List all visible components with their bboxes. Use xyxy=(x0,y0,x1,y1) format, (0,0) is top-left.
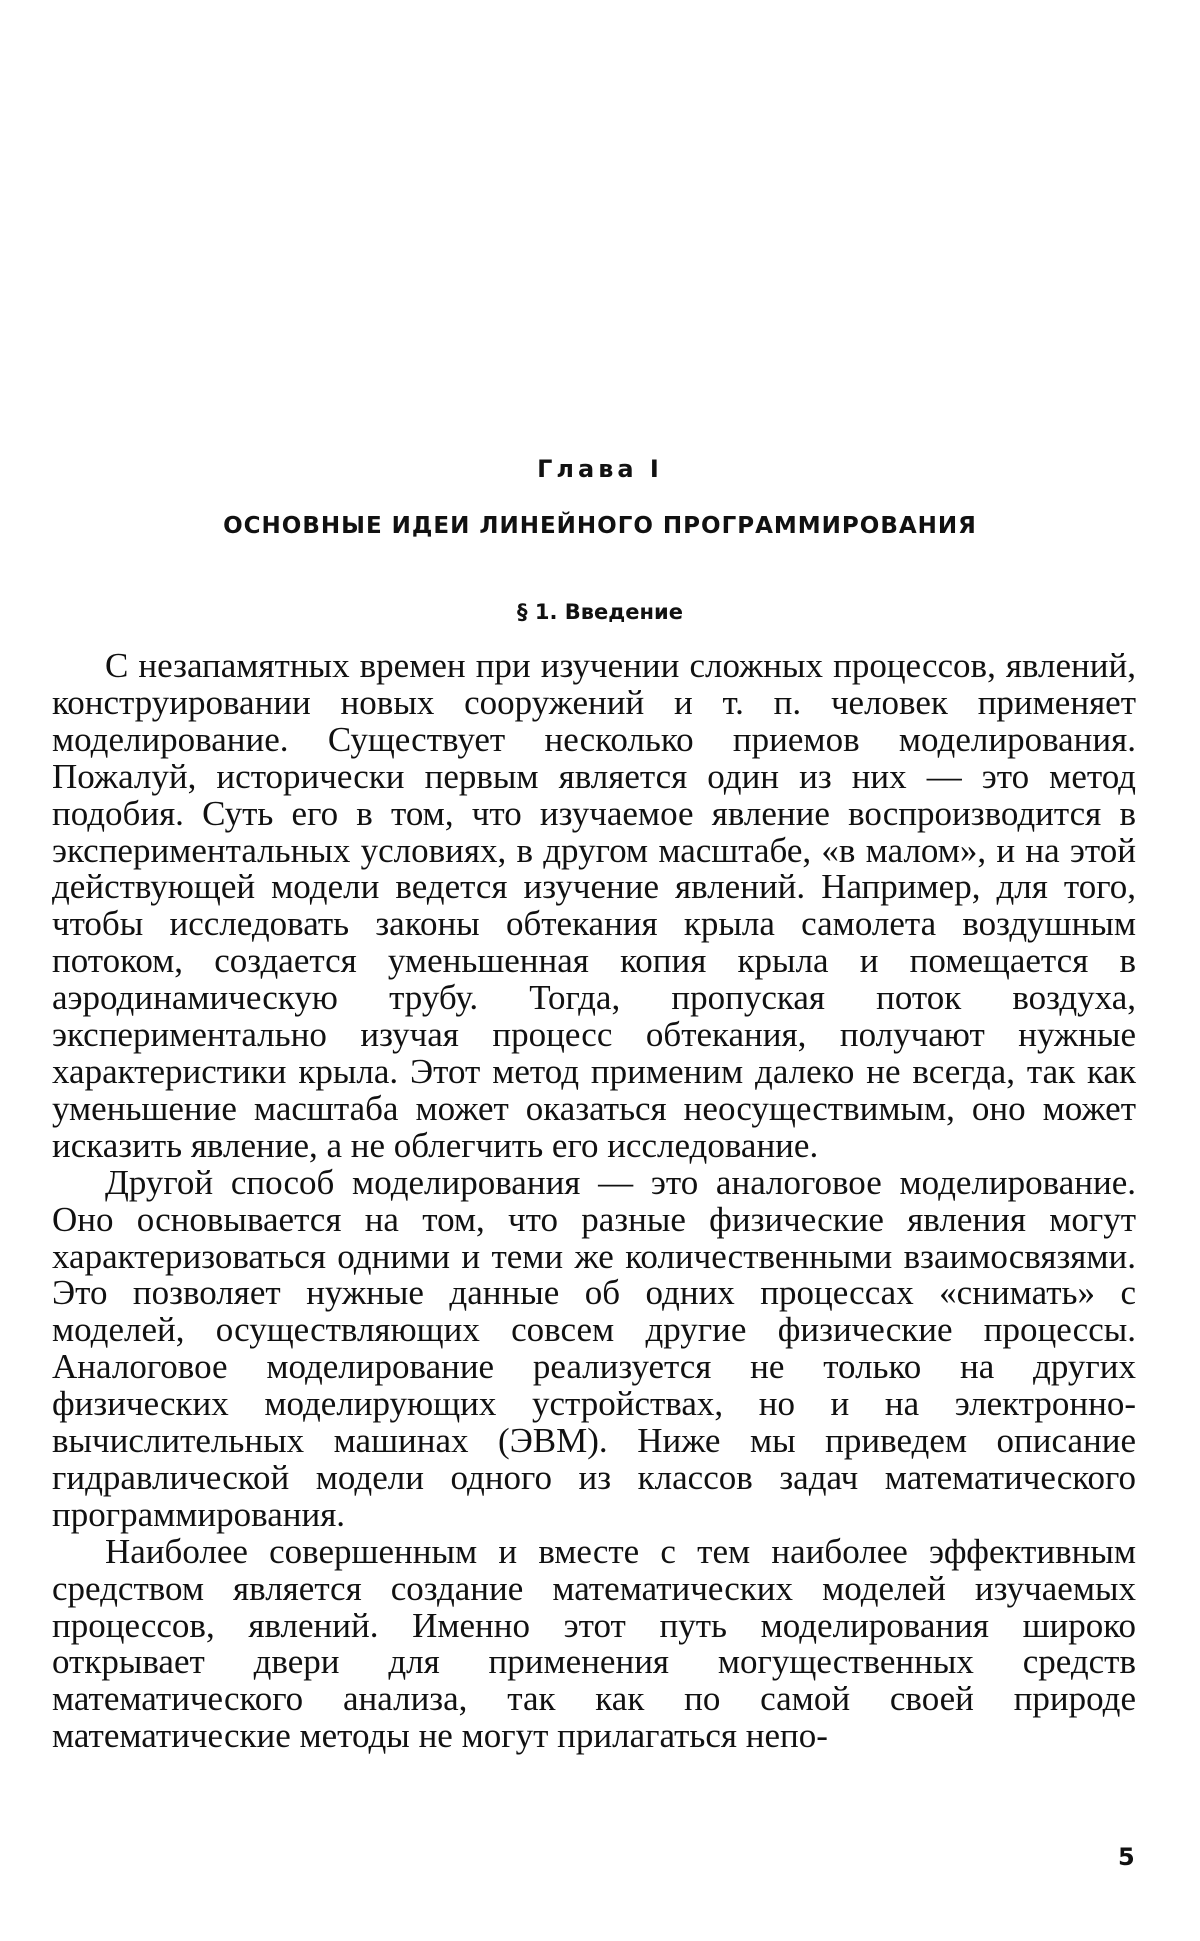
body-text xyxy=(52,648,1136,1755)
paragraph: Наиболее совершенным и вместе с тем наиболее эффективным средством является создание математических моделей изучаемых процессов, явлений. Именно этот путь моделирования широко открывает двери для применения могущественных средств математического анализа, так как по самой своей природе математические методы не могут прилагаться непо- xyxy=(52,1531,1136,1756)
paragraph: Другой способ моделирования — это аналоговое моделирование. Оно основывается на том, что разные физические явления могут характеризоваться одними и теми же количественными взаимосвязями. Это позволяет нужные данные об одних процессах «снимать» с моделей, осуществляющих совсем другие физические процессы. Аналоговое моделирование реализуется не только на других физических моделирующих устройствах, но и на электронно-вычислительных машинах (ЭВМ). Ниже мы приведем описание гидравлической модели одного из классов задач математического программирования. xyxy=(52,1162,1136,1534)
page-number: 5 xyxy=(1118,1843,1135,1871)
chapter-label: Глава I xyxy=(537,455,663,483)
paragraph: С незапамятных времен при изучении сложных процессов, явлений, конструировании новых сооружений и т. п. человек применяет моделирование. Существует несколько приемов моделирования. Пожалуй, исторически первым является один из них — это метод подобия. Суть его в том, что изучаемое явление воспроизводится в экспериментальных условиях, в другом масштабе, «в малом», и на этой действующей модели ведется изучение явлений. Например, для того, чтобы исследовать законы обтекания крыла самолета воздушным потоком, создается уменьшенная копия крыла и помещается в аэродинамическую трубу. Тогда, пропуская поток воздуха, экспериментально изучая процесс обтекания, получают нужные характеристики крыла. Этот метод применим далеко не всегда, так как уменьшение масштаба может оказаться неосуществимым, оно может исказить явление, а не облегчить его исследование. xyxy=(52,646,1136,1165)
chapter-title: ОСНОВНЫЕ ИДЕИ ЛИНЕЙНОГО ПРОГРАММИРОВАНИЯ xyxy=(223,513,977,539)
section-heading: § 1. Введение xyxy=(517,600,683,624)
